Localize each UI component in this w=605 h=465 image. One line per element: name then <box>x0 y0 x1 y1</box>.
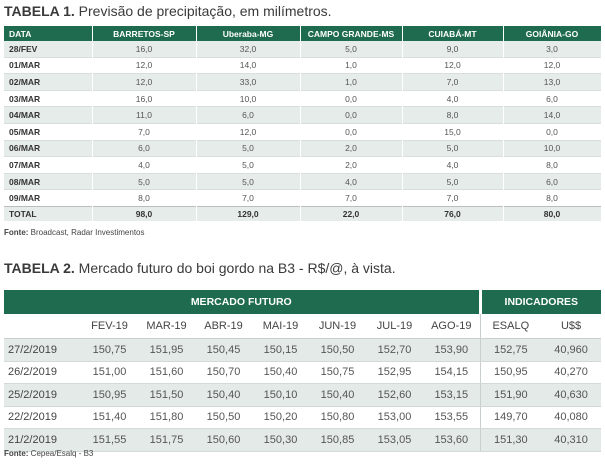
date-cell: 03/MAR <box>4 90 92 107</box>
price-cell: 150,80 <box>309 406 366 429</box>
table-row <box>4 190 601 207</box>
table-row <box>4 123 601 140</box>
precipitation-column-header: DATA <box>4 26 92 41</box>
table1-source <box>4 228 145 237</box>
precipitation-cell: 9,0 <box>402 41 503 57</box>
precipitation-cell: 5,0 <box>196 140 300 157</box>
precipitation-table-body <box>4 41 601 206</box>
precipitation-cell: 12,0 <box>92 57 196 74</box>
price-cell: 153,05 <box>366 429 423 452</box>
price-cell: 152,70 <box>366 339 423 362</box>
futures-column-label: ABR-19 <box>195 314 252 339</box>
precipitation-cell: 14,0 <box>503 107 601 124</box>
price-cell: 150,50 <box>195 406 252 429</box>
futures-column-label: ESALQ <box>480 314 541 339</box>
precipitation-cell: 12,0 <box>92 74 196 91</box>
precipitation-cell: 6,0 <box>196 107 300 124</box>
precipitation-cell: 16,0 <box>92 90 196 107</box>
precipitation-cell: 12,0 <box>402 57 503 74</box>
price-cell: 151,60 <box>138 361 195 384</box>
futures-table <box>4 290 601 452</box>
price-cell: 153,15 <box>423 384 480 407</box>
table-row <box>4 429 601 452</box>
precipitation-cell: 12,0 <box>503 57 601 74</box>
precipitation-column-header: Uberaba-MG <box>196 26 300 41</box>
price-cell: 40,960 <box>541 339 601 362</box>
precipitation-cell: 5,0 <box>402 173 503 190</box>
date-cell: 07/MAR <box>4 157 92 174</box>
total-cell: 98,0 <box>92 206 196 221</box>
price-cell: 151,90 <box>480 384 541 407</box>
table-row <box>4 361 601 384</box>
date-cell: 05/MAR <box>4 123 92 140</box>
futures-column-label: FEV-19 <box>81 314 138 339</box>
price-cell: 152,75 <box>480 339 541 362</box>
price-cell: 150,75 <box>309 361 366 384</box>
price-cell: 150,10 <box>252 384 309 407</box>
precipitation-cell: 8,0 <box>503 157 601 174</box>
futures-column-label: MAR-19 <box>138 314 195 339</box>
futures-column-header <box>4 314 601 339</box>
precipitation-column-header: BARRETOS-SP <box>92 26 196 41</box>
table2-source-label: Fonte: <box>4 449 29 458</box>
table-row <box>4 57 601 74</box>
table2-source <box>4 449 93 458</box>
precipitation-total-row <box>4 206 601 221</box>
date-cell: 04/MAR <box>4 107 92 124</box>
futures-column-label: JUL-19 <box>366 314 423 339</box>
precipitation-cell: 1,0 <box>300 74 402 91</box>
precipitation-cell: 4,0 <box>402 157 503 174</box>
precipitation-cell: 10,0 <box>196 90 300 107</box>
price-cell: 153,55 <box>423 406 480 429</box>
price-cell: 150,70 <box>195 361 252 384</box>
price-cell: 151,50 <box>138 384 195 407</box>
table-row <box>4 157 601 174</box>
price-cell: 153,60 <box>423 429 480 452</box>
mercado-futuro-header: MERCADO FUTURO <box>4 290 480 314</box>
precipitation-table <box>4 26 602 221</box>
date-cell: 21/2/2019 <box>4 429 81 452</box>
price-cell: 40,310 <box>541 429 601 452</box>
table2-title <box>4 260 396 276</box>
precipitation-cell: 4,0 <box>92 157 196 174</box>
price-cell: 150,30 <box>252 429 309 452</box>
precipitation-column-header: CAMPO GRANDE-MS <box>300 26 402 41</box>
table-row <box>4 173 601 190</box>
precipitation-cell: 32,0 <box>196 41 300 57</box>
table-row <box>4 41 601 57</box>
date-cell: 28/FEV <box>4 41 92 57</box>
total-cell: 76,0 <box>402 206 503 221</box>
price-cell: 40,630 <box>541 384 601 407</box>
table1-title <box>4 3 332 19</box>
precipitation-cell: 5,0 <box>92 173 196 190</box>
price-cell: 151,55 <box>81 429 138 452</box>
table-row <box>4 384 601 407</box>
total-cell: 80,0 <box>503 206 601 221</box>
precipitation-cell: 6,0 <box>92 140 196 157</box>
price-cell: 152,95 <box>366 361 423 384</box>
date-cell: 02/MAR <box>4 74 92 91</box>
table1-title-text: Previsão de precipitação, em milímetros. <box>74 3 332 19</box>
precipitation-cell: 16,0 <box>92 41 196 57</box>
price-cell: 153,00 <box>366 406 423 429</box>
date-cell: 27/2/2019 <box>4 339 81 362</box>
date-cell: 22/2/2019 <box>4 406 81 429</box>
indicadores-header: INDICADORES <box>480 290 601 314</box>
precipitation-cell: 5,0 <box>196 157 300 174</box>
precipitation-cell: 10,0 <box>503 140 601 157</box>
table-row <box>4 107 601 124</box>
precipitation-cell: 2,0 <box>300 157 402 174</box>
price-cell: 150,45 <box>195 339 252 362</box>
precipitation-cell: 14,0 <box>196 57 300 74</box>
precipitation-cell: 0,0 <box>300 107 402 124</box>
precipitation-cell: 4,0 <box>300 173 402 190</box>
date-cell: 08/MAR <box>4 173 92 190</box>
price-cell: 150,95 <box>81 384 138 407</box>
table2-title-label: TABELA 2. <box>4 260 75 276</box>
price-cell: 151,40 <box>81 406 138 429</box>
precipitation-cell: 5,0 <box>402 140 503 157</box>
table2-title-text: Mercado futuro do boi gordo na B3 - R$/@, à vista. <box>74 260 396 276</box>
price-cell: 150,20 <box>252 406 309 429</box>
precipitation-cell: 12,0 <box>196 123 300 140</box>
precipitation-cell: 2,0 <box>300 140 402 157</box>
price-cell: 151,30 <box>480 429 541 452</box>
precipitation-table-header <box>4 26 601 41</box>
futures-table-body <box>4 339 601 452</box>
precipitation-cell: 5,0 <box>196 173 300 190</box>
precipitation-cell: 8,0 <box>92 190 196 207</box>
futures-column-label: AGO-19 <box>423 314 480 339</box>
date-cell: 25/2/2019 <box>4 384 81 407</box>
price-cell: 151,00 <box>81 361 138 384</box>
price-cell: 150,40 <box>195 384 252 407</box>
price-cell: 151,80 <box>138 406 195 429</box>
total-label: TOTAL <box>4 206 92 221</box>
price-cell: 150,40 <box>309 384 366 407</box>
table-row <box>4 140 601 157</box>
precipitation-column-header: CUIABÁ-MT <box>402 26 503 41</box>
precipitation-cell: 33,0 <box>196 74 300 91</box>
precipitation-cell: 7,0 <box>300 190 402 207</box>
precipitation-cell: 8,0 <box>402 107 503 124</box>
table-row <box>4 74 601 91</box>
precipitation-cell: 5,0 <box>300 41 402 57</box>
precipitation-column-header: GOIÂNIA-GO <box>503 26 601 41</box>
futures-column-label: U$$ <box>541 314 601 339</box>
table-row <box>4 90 601 107</box>
precipitation-cell: 1,0 <box>300 57 402 74</box>
price-cell: 151,75 <box>138 429 195 452</box>
date-cell: 09/MAR <box>4 190 92 207</box>
precipitation-cell: 0,0 <box>503 123 601 140</box>
price-cell: 40,270 <box>541 361 601 384</box>
precipitation-cell: 7,0 <box>402 190 503 207</box>
precipitation-cell: 11,0 <box>92 107 196 124</box>
price-cell: 150,40 <box>252 361 309 384</box>
precipitation-cell: 0,0 <box>300 123 402 140</box>
price-cell: 150,60 <box>195 429 252 452</box>
precipitation-cell: 6,0 <box>503 173 601 190</box>
date-cell: 01/MAR <box>4 57 92 74</box>
price-cell: 149,70 <box>480 406 541 429</box>
price-cell: 150,50 <box>309 339 366 362</box>
price-cell: 150,85 <box>309 429 366 452</box>
total-cell: 129,0 <box>196 206 300 221</box>
precipitation-cell: 0,0 <box>300 90 402 107</box>
price-cell: 40,080 <box>541 406 601 429</box>
futures-column-label <box>4 314 81 339</box>
date-cell: 06/MAR <box>4 140 92 157</box>
table1-source-text: Broadcast, Radar Investimentos <box>28 228 145 237</box>
futures-group-header <box>4 290 601 314</box>
precipitation-cell: 3,0 <box>503 41 601 57</box>
price-cell: 150,95 <box>480 361 541 384</box>
precipitation-cell: 15,0 <box>402 123 503 140</box>
price-cell: 154,15 <box>423 361 480 384</box>
futures-column-label: JUN-19 <box>309 314 366 339</box>
precipitation-cell: 4,0 <box>402 90 503 107</box>
table1-source-label: Fonte: <box>4 228 29 237</box>
precipitation-cell: 7,0 <box>92 123 196 140</box>
price-cell: 153,90 <box>423 339 480 362</box>
table2-source-text: Cepea/Esalq - B3 <box>28 449 94 458</box>
table-row <box>4 406 601 429</box>
price-cell: 151,95 <box>138 339 195 362</box>
total-cell: 22,0 <box>300 206 402 221</box>
date-cell: 26/2/2019 <box>4 361 81 384</box>
precipitation-cell: 6,0 <box>503 90 601 107</box>
price-cell: 150,75 <box>81 339 138 362</box>
price-cell: 152,60 <box>366 384 423 407</box>
table1-title-label: TABELA 1. <box>4 3 75 19</box>
precipitation-cell: 7,0 <box>196 190 300 207</box>
table-row <box>4 339 601 362</box>
precipitation-cell: 7,0 <box>402 74 503 91</box>
futures-column-label: MAI-19 <box>252 314 309 339</box>
precipitation-cell: 8,0 <box>503 190 601 207</box>
price-cell: 150,15 <box>252 339 309 362</box>
precipitation-cell: 13,0 <box>503 74 601 91</box>
